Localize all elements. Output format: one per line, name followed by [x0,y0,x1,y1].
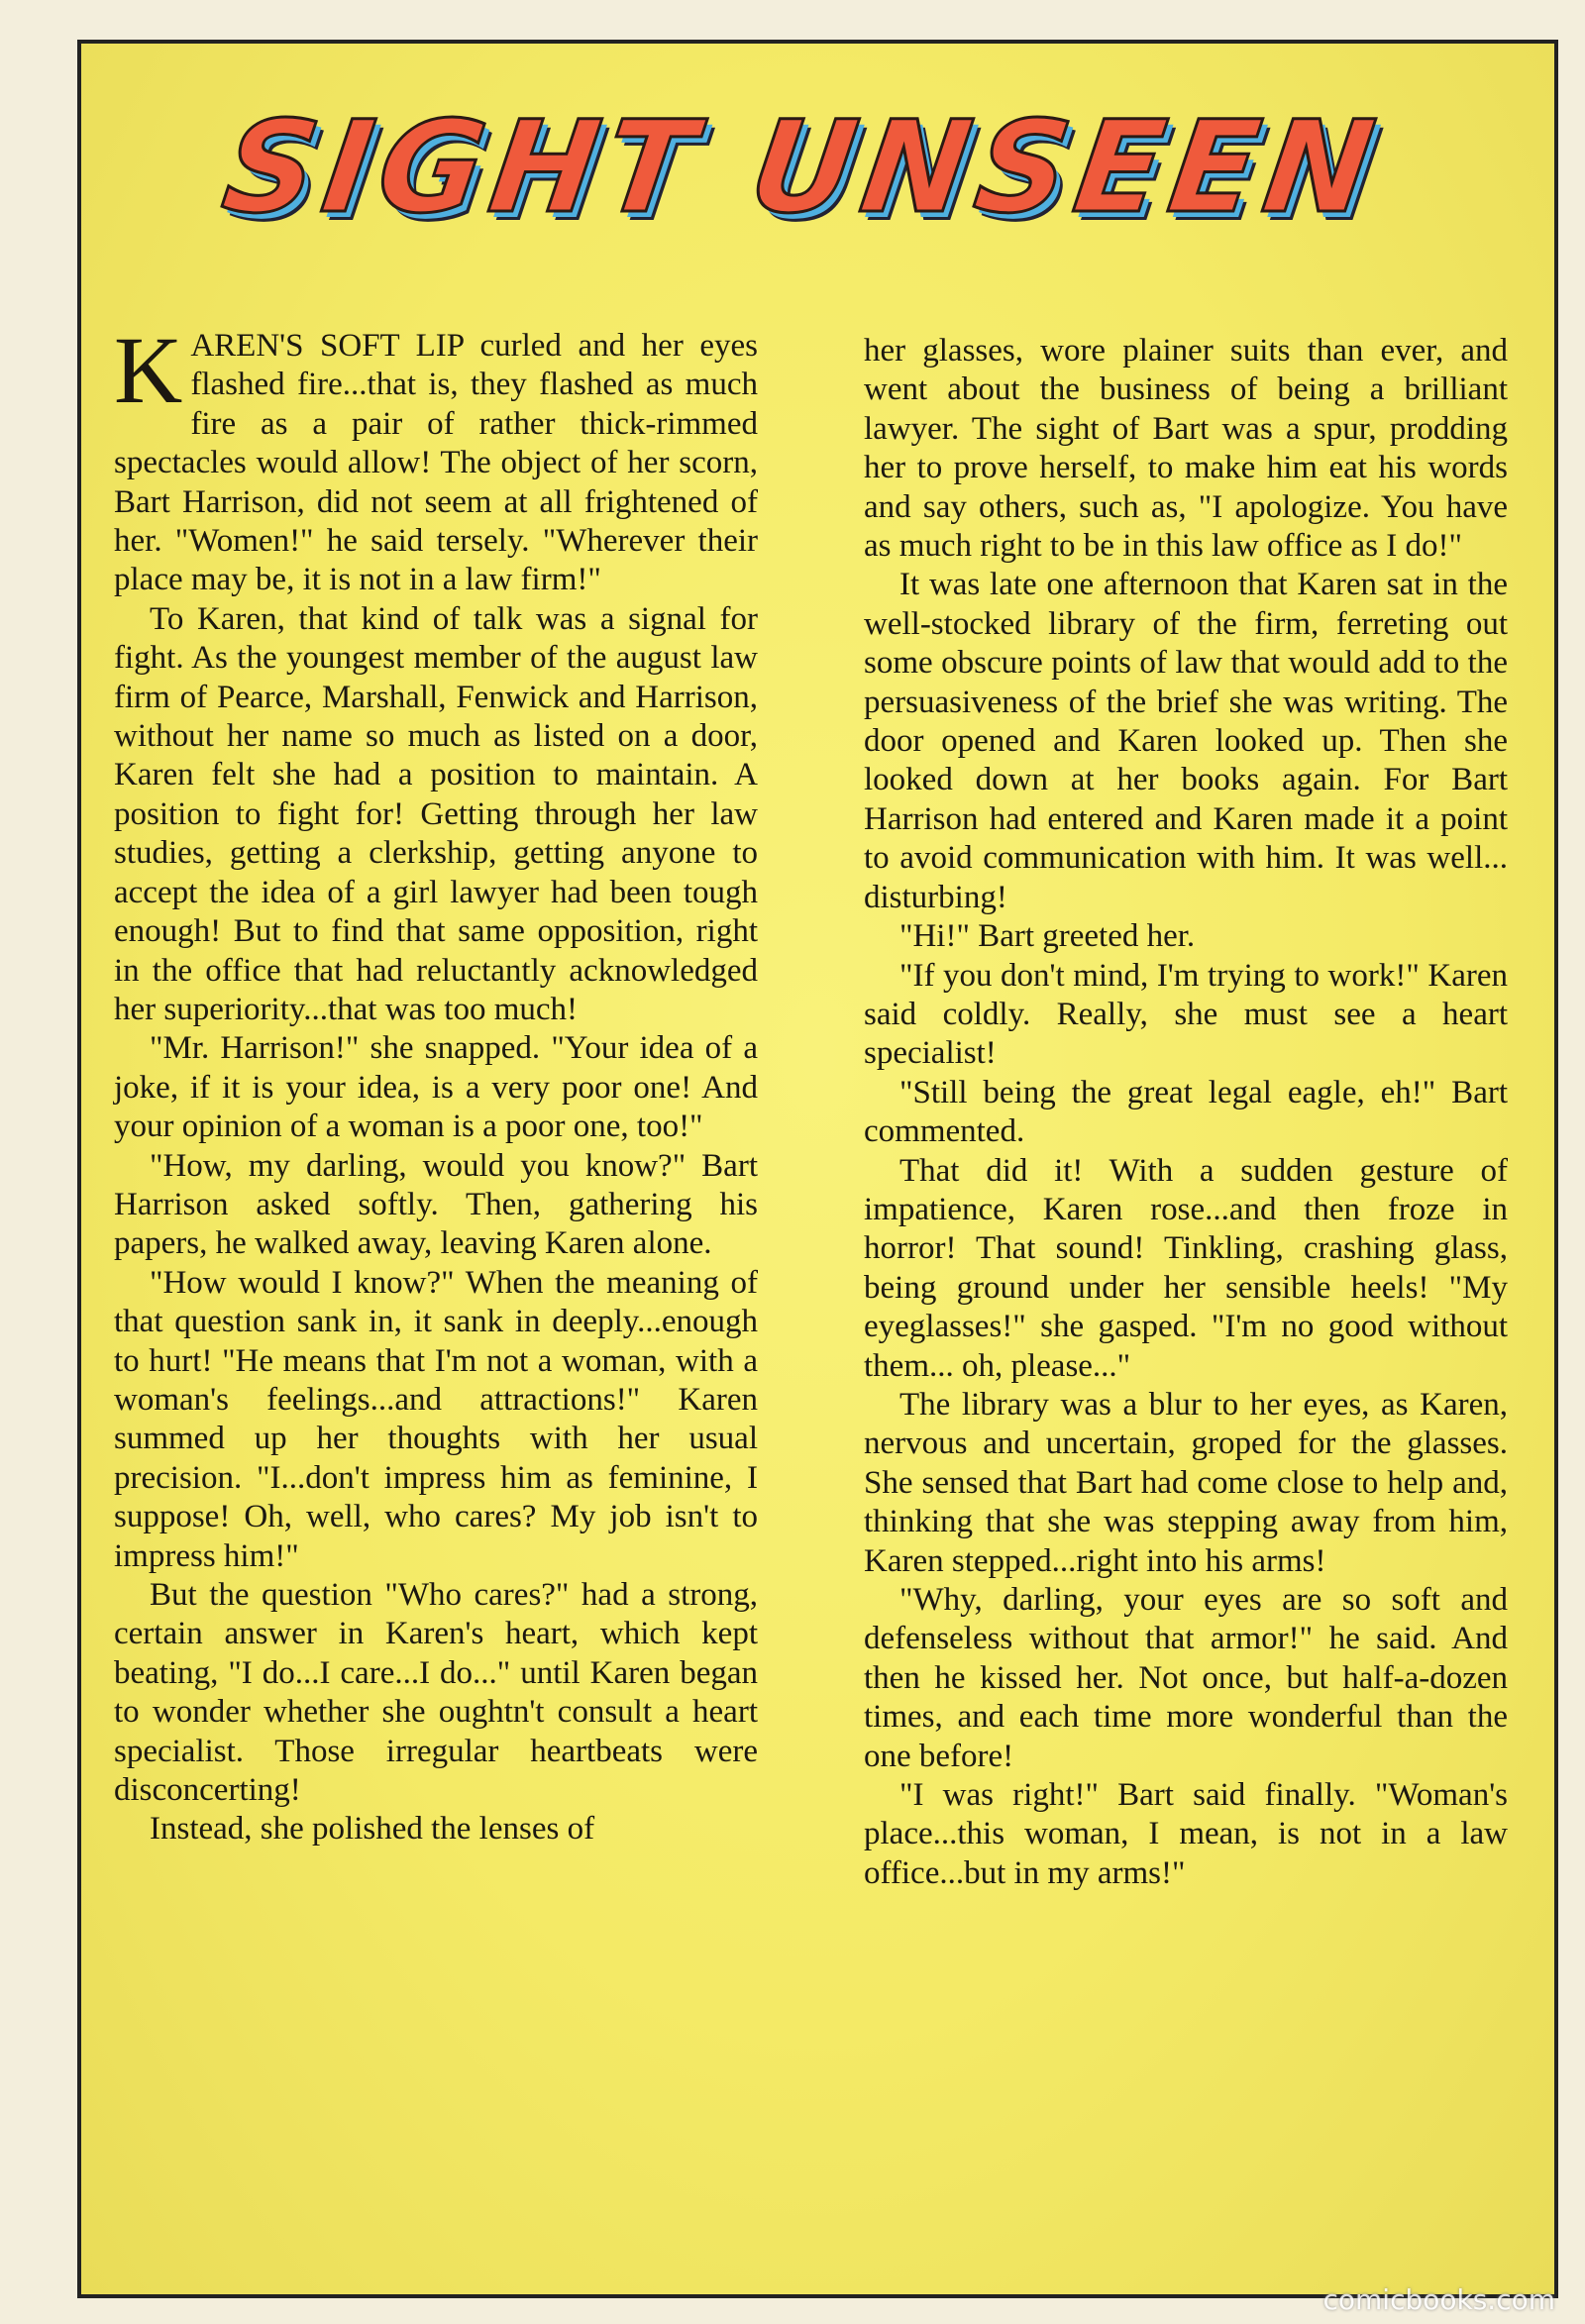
paragraph-text: AREN'S SOFT LIP curled and her eyes flashed fire...that is, they flashed as much fire as a pair of rather thick-rimmed spectacles would allow! The object of her scorn, Bart Harrison, did not seem at all frightened of her. "Women!" he said tersely. "Wherever their place may be, it is not in a law firm!" [114,328,758,598]
paragraph: her glasses, wore plainer suits than ever, and went about the business of being a brilliant lawyer. The sight of Bart was a spur, prodding her to prove herself, to make him eat his words and say others, such as, "I apologize. You have as much right to be in this law office as I do!" [864,333,1508,565]
paragraph: "Why, darling, your eyes are so soft and defenseless without that armor!" he said. And then he kissed her. Not once, but half-a-dozen times, and each time more wonderful than the one before! [864,1582,1508,1774]
paragraph: "I was right!" Bart said finally. "Woman's place...this woman, I mean, is not in a law office...but in my arms!" [864,1777,1508,1891]
paragraph: The library was a blur to her eyes, as Karen, nervous and uncertain, groped for the glasses. She sensed that Bart had come close to help and, thinking that she was stepping away from him, Karen stepped...right into his arms! [864,1386,1508,1579]
paragraph: "If you don't mind, I'm trying to work!" Karen said coldly. Really, she must see a heart specialist! [864,957,1508,1072]
paragraph: But the question "Who cares?" had a strong, certain answer in Karen's heart, which kept beating, "I do...I care...I do..." until Karen began to wonder whether she oughtn't consult a heart specialist. Those irregular heartbeats were disconcerting! [114,1577,758,1809]
paragraph: It was late one afternoon that Karen sat in the well-stocked library of the firm, ferreting out some obscure points of law that would add to the persuasiveness of the brief she was writing. The door opened and Karen looked up. Then she looked down at her books again. For Bart Harrison had entered and Karen made it a point to avoid communication with him. It was well... disturbing! [864,567,1508,915]
watermark: comicbooks.com [1322,2283,1555,2316]
paragraph: That did it! With a sudden gesture of impatience, Karen rose...and then froze in horror! That sound! Tinkling, crashing glass, being ground under her sensible heels! "My eyeglasses!" she gasped. "I'm no good without them... oh, please..." [864,1152,1508,1384]
paragraph: "Hi!" Bart greeted her. [899,918,1196,955]
paragraph: To Karen, that kind of talk was a signal for fight. As the youngest member of the august law firm of Pearce, Marshall, Fenwick and Harrison, without her name so much as listed on a door, Karen felt she had a position to maintain. A position to fight for! Getting through her law studies, getting a clerkship, getting anyone to accept the idea of a girl lawyer had been tough enough! But to find that same opposition, right in the office that had reluctantly acknowledged her superiority...that was too much! [114,600,758,1027]
paragraph: "How, my darling, would you know?" Bart Harrison asked softly. Then, gathering his papers, he walked away, leaving Karen alone. [114,1147,758,1262]
paragraph [114,317,758,600]
paragraph: "Mr. Harrison!" she snapped. "Your idea of a joke, if it is your idea, is a very poor one! And your opinion of a woman is a poor one, too!" [114,1030,758,1145]
story-title: SIGHT UNSEEN [215,94,1391,242]
paragraph: Instead, she polished the lenses of [150,1811,595,1848]
right-text-column [864,332,1508,1893]
paragraph: "How would I know?" When the meaning of that question sank in, it sank in deeply...enough to hurt! "He means that I'm not a woman, with a woman's feelings...and attractions!" Karen summed up her thoughts with her usual precision. "I...don't impress him as feminine, I suppose! Oh, well, who cares? My job isn't to impress him!" [114,1264,758,1574]
drop-cap: K [114,317,183,423]
left-text-column [114,317,758,1849]
paragraph: "Still being the great legal eagle, eh!" Bart commented. [864,1074,1508,1150]
